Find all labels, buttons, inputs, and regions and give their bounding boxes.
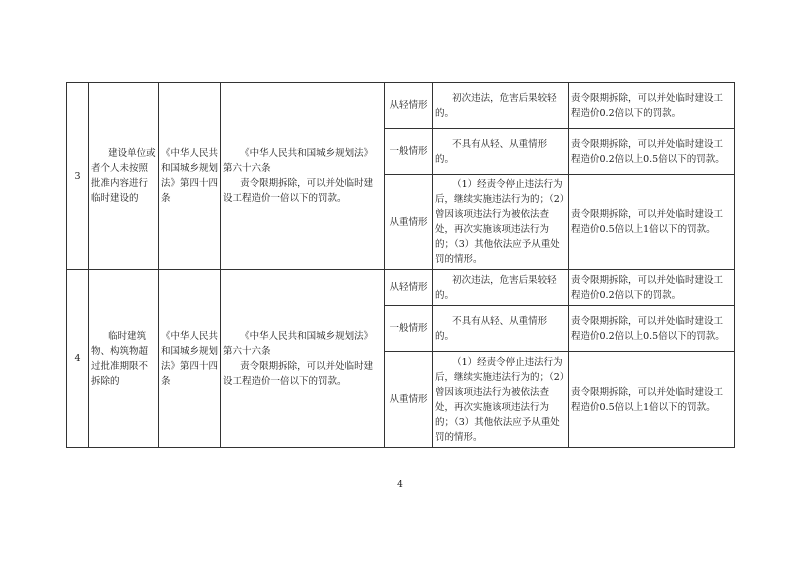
discretion-result: 责令限期拆除，可以并处临时建设工程造价0.2倍以下的罚款。 xyxy=(569,83,735,129)
discretion-result: 责令限期拆除，可以并处临时建设工程造价0.2倍以上0.5倍以下的罚款。 xyxy=(569,306,735,352)
discretion-condition: 不具有从轻、从重情形的。 xyxy=(433,306,569,352)
discretion-result: 责令限期拆除，可以并处临时建设工程造价0.5倍以上1倍以下的罚款。 xyxy=(569,352,735,448)
table-row xyxy=(67,83,735,129)
discretion-condition: 初次违法，危害后果较轻的。 xyxy=(433,83,569,129)
discretion-condition: 不具有从轻、从重情形的。 xyxy=(433,129,569,175)
discretion-result: 责令限期拆除，可以并处临时建设工程造价0.2倍以上0.5倍以下的罚款。 xyxy=(569,129,735,175)
discretion-level: 从重情形 xyxy=(385,352,433,448)
penalty-provision xyxy=(221,270,385,448)
row-number: 3 xyxy=(67,83,89,270)
discretion-condition: （1）经责令停止违法行为后，继续实施违法行为的；（2）曾因该项违法行为被依法查处，再次实施该项违法行为的；（3）其他依法应予从重处罚的情形。 xyxy=(433,352,569,448)
legal-basis: 《中华人民共和国城乡规划法》第四十四条 xyxy=(159,83,221,270)
row-number: 4 xyxy=(67,270,89,448)
violation-subject: 临时建筑物、构筑物超过批准期限不拆除的 xyxy=(89,270,159,448)
violation-subject: 建设单位或者个人未按照批准内容进行临时建设的 xyxy=(89,83,159,270)
discretion-level: 从轻情形 xyxy=(385,270,433,306)
table-row xyxy=(67,270,735,306)
discretion-level: 一般情形 xyxy=(385,129,433,175)
page-number: 4 xyxy=(397,480,403,490)
penalty-title: 《中华人民共和国城乡规划法》第六十六条 xyxy=(223,330,374,357)
discretion-level: 从重情形 xyxy=(385,175,433,270)
penalty-text: 责令限期拆除，可以并处临时建设工程造价一倍以下的罚款。 xyxy=(223,178,374,204)
legal-basis: 《中华人民共和国城乡规划法》第四十四条 xyxy=(159,270,221,448)
discretion-condition: （1）经责令停止违法行为后，继续实施违法行为的；（2）曾因该项违法行为被依法查处，再次实施该项违法行为的；（3）其他依法应予从重处罚的情形。 xyxy=(433,175,569,270)
discretion-condition: 初次违法，危害后果较轻的。 xyxy=(433,270,569,306)
discretion-level: 一般情形 xyxy=(385,306,433,352)
discretion-level: 从轻情形 xyxy=(385,83,433,129)
penalty-text: 责令限期拆除，可以并处临时建设工程造价一倍以下的罚款。 xyxy=(223,360,374,387)
penalty-title: 《中华人民共和国城乡规划法》第六十六条 xyxy=(223,148,374,174)
penalty-provision xyxy=(221,83,385,270)
discretion-result: 责令限期拆除，可以并处临时建设工程造价0.2倍以下的罚款。 xyxy=(569,270,735,306)
discretion-result: 责令限期拆除，可以并处临时建设工程造价0.5倍以上1倍以下的罚款。 xyxy=(569,175,735,270)
penalty-standard-table xyxy=(66,82,735,448)
